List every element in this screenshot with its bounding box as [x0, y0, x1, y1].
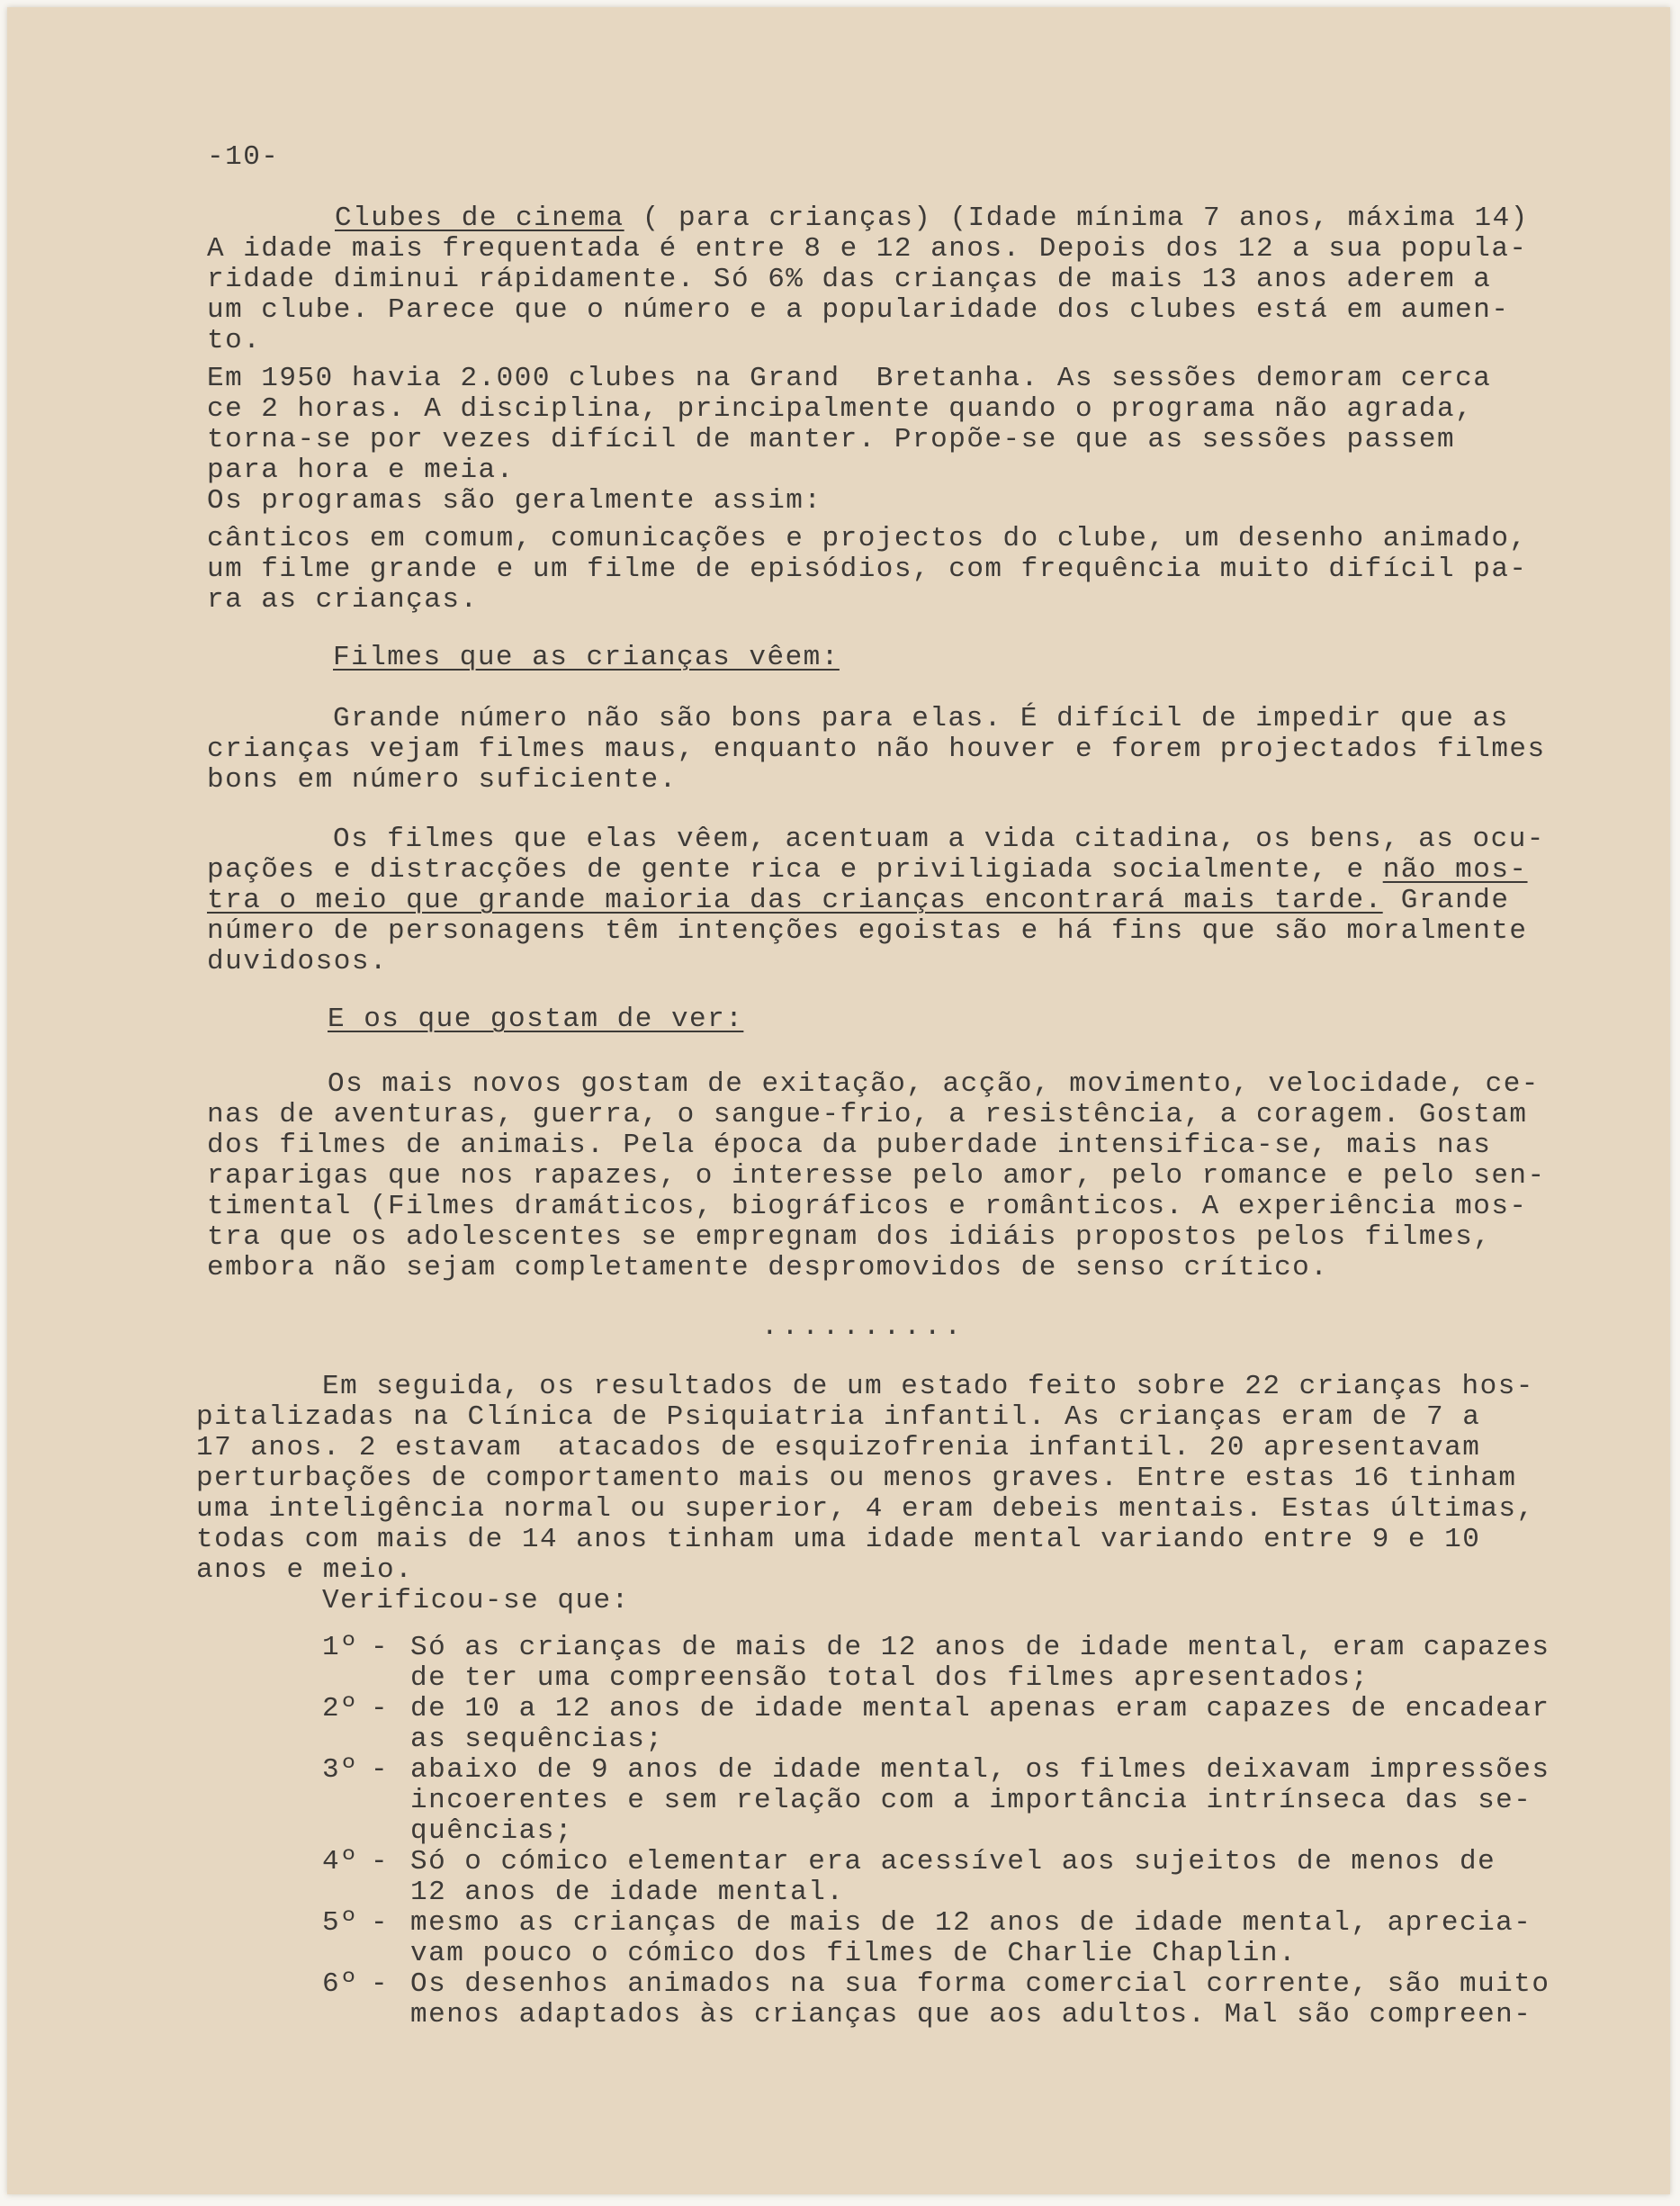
item-line: abaixo de 9 anos de idade mental, os filmes deixavam impressões — [410, 1754, 1550, 1786]
body-line: Em 1950 havia 2.000 clubes na Grand Bretanha. As sessões demoram cerca — [207, 363, 1492, 394]
body-line: Verificou-se que: — [322, 1585, 630, 1616]
underlined-text: tra o meio que grande maioria das crianças encontrará mais tarde. — [207, 885, 1383, 916]
body-line: crianças vejam filmes maus, enquanto não houver e forem projectados filmes — [207, 734, 1546, 765]
body-line: Os mais novos gostam de exitação, acção, movimento, velocidade, ce- — [328, 1068, 1540, 1100]
item-number: 6º — [322, 1968, 359, 2000]
typed-page — [7, 7, 1670, 2194]
item-line: as sequências; — [410, 1724, 664, 1755]
body-line-with-underline — [207, 886, 1509, 916]
clubes-heading: Clubes de cinema — [335, 203, 624, 234]
body-line: duvidosos. — [207, 946, 389, 977]
body-line: todas com mais de 14 anos tinham uma idade mental variando entre 9 e 10 — [196, 1524, 1481, 1555]
item-line: de 10 a 12 anos de idade mental apenas eram capazes de encadear — [410, 1693, 1550, 1724]
body-line: anos e meio. — [196, 1554, 414, 1586]
item-number: 4º — [322, 1846, 359, 1877]
item-dash: - — [371, 1754, 390, 1786]
body-line: torna-se por vezes difícil de manter. Propõe-se que as sessões passem — [207, 424, 1456, 455]
body-line: ridade diminui rápidamente. Só 6% das crianças de mais 13 anos aderem a — [207, 264, 1492, 295]
body-line: pitalizadas na Clínica de Psiquiatria infantil. As crianças eram de 7 a — [196, 1401, 1481, 1433]
body-line: 17 anos. 2 estavam atacados de esquizofrenia infantil. 20 apresentavam — [196, 1432, 1481, 1463]
body-line: timental (Filmes dramáticos, biográficos e românticos. A experiência mos- — [207, 1191, 1528, 1222]
body-line: Em seguida, os resultados de um estado feito sobre 22 crianças hos- — [322, 1371, 1534, 1402]
separator-dots: .......... — [761, 1311, 966, 1343]
body-line: número de personagens têm intenções egoistas e há fins que são moralmente — [207, 915, 1528, 947]
body-line-with-underline — [207, 855, 1528, 886]
body-text: Grande — [1382, 885, 1510, 916]
item-line: Os desenhos animados na sua forma comercial corrente, são muito — [410, 1968, 1550, 2000]
item-line: de ter uma compreensão total dos filmes apresentados; — [410, 1662, 1370, 1694]
body-line: Os filmes que elas vêem, acentuam a vida citadina, os bens, as ocu- — [333, 824, 1545, 855]
body-line: um clube. Parece que o número e a popularidade dos clubes está em aumen- — [207, 294, 1510, 326]
body-line: A idade mais frequentada é entre 8 e 12 anos. Depois dos 12 a sua popula- — [207, 233, 1528, 265]
body-line: to. — [207, 325, 262, 356]
item-dash: - — [371, 1907, 390, 1939]
item-number: 3º — [322, 1754, 359, 1786]
item-line: mesmo as crianças de mais de 12 anos de idade mental, aprecia- — [410, 1907, 1532, 1939]
item-line: 12 anos de idade mental. — [410, 1877, 845, 1908]
body-text: pações e distracções de gente rica e priviligiada socialmente, e — [207, 854, 1383, 886]
body-line: tra que os adolescentes se empregnam dos idiáis propostos pelos filmes, — [207, 1221, 1492, 1253]
item-line: menos adaptados às crianças que aos adultos. Mal são compreen- — [410, 1999, 1532, 2030]
item-line: vam pouco o cómico dos filmes de Charlie Chaplin. — [410, 1938, 1298, 1969]
item-dash: - — [371, 1846, 390, 1877]
clubes-heading-rest: ( para crianças) (Idade mínima 7 anos, máxima 14) — [624, 203, 1529, 234]
body-line: ra as crianças. — [207, 584, 479, 616]
item-number: 2º — [322, 1693, 359, 1724]
page-number: -10- — [207, 141, 280, 173]
underlined-text: não mos- — [1382, 854, 1528, 886]
gostam-heading: E os que gostam de ver: — [328, 1004, 744, 1035]
body-line: um filme grande e um filme de episódios, com frequência muito difícil pa- — [207, 554, 1528, 585]
item-line: quências; — [410, 1815, 573, 1847]
item-line: Só o cómico elementar era acessível aos sujeitos de menos de — [410, 1846, 1496, 1877]
body-line: uma inteligência normal ou superior, 4 eram debeis mentais. Estas últimas, — [196, 1493, 1535, 1525]
body-line: raparigas que nos rapazes, o interesse pelo amor, pelo romance e pelo sen- — [207, 1160, 1546, 1192]
body-line: ce 2 horas. A disciplina, principalmente quando o programa não agrada, — [207, 393, 1474, 425]
item-line: incoerentes e sem relação com a importância intrínseca das se- — [410, 1785, 1532, 1816]
item-number: 1º — [322, 1632, 359, 1663]
item-dash: - — [371, 1632, 390, 1663]
item-dash: - — [371, 1693, 390, 1724]
body-line: nas de aventuras, guerra, o sangue-frio, a resistência, a coragem. Gostam — [207, 1099, 1528, 1130]
body-line: dos filmes de animais. Pela época da puberdade intensifica-se, mais nas — [207, 1130, 1492, 1161]
body-line: Os programas são geralmente assim: — [207, 485, 822, 517]
clubes-heading-line — [335, 203, 1529, 234]
body-line: Grande número não são bons para elas. É difícil de impedir que as — [333, 703, 1509, 734]
body-line: embora não sejam completamente despromovidos de senso crítico. — [207, 1252, 1329, 1283]
body-line: cânticos em comum, comunicações e projectos do clube, um desenho animado, — [207, 523, 1528, 554]
item-number: 5º — [322, 1907, 359, 1939]
body-line: para hora e meia. — [207, 455, 515, 486]
filmes-heading: Filmes que as crianças vêem: — [333, 642, 840, 673]
item-line: Só as crianças de mais de 12 anos de idade mental, eram capazes — [410, 1632, 1550, 1663]
item-dash: - — [371, 1968, 390, 2000]
body-line: bons em número suficiente. — [207, 764, 678, 796]
body-line: perturbações de comportamento mais ou menos graves. Entre estas 16 tinham — [196, 1463, 1517, 1494]
